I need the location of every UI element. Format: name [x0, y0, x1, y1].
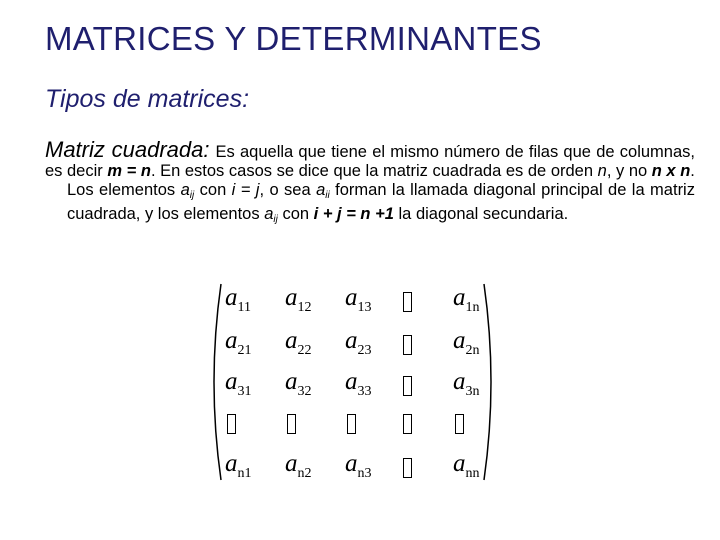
section-subtitle: Tipos de matrices: [45, 85, 250, 113]
text: la diagonal secundaria. [398, 205, 569, 223]
text: Es aquella que tiene el mismo número de filas que de columnas, es decir [45, 143, 695, 180]
text: i = j [231, 181, 260, 199]
ellipsis-glyph [403, 458, 412, 478]
matrix-element: $a_{n1}$ [225, 450, 252, 481]
text: i + j = n +1 [313, 205, 394, 223]
page-title: MATRICES Y DETERMINANTES [45, 20, 542, 57]
ellipsis-glyph [455, 414, 464, 434]
text: forman la llamada diagonal principal de la matriz cuadrada, y los elementos [67, 181, 695, 223]
matrix-element: $a_{n3}$ [345, 450, 372, 481]
ellipsis-glyph [403, 414, 412, 434]
matrix-element: $a_{11}$ [225, 284, 251, 315]
text: n x n [651, 162, 691, 180]
matrix-element: $a_{13}$ [345, 284, 372, 315]
matrix-element: $a_{33}$ [345, 368, 372, 399]
matrix-element: $a_{22}$ [285, 327, 312, 358]
ellipsis-glyph [403, 376, 412, 396]
text: $a_{ii}$ [316, 181, 330, 201]
ellipsis-glyph [403, 292, 412, 312]
text: Los elementos [67, 181, 176, 199]
term-lead: Matriz cuadrada: [45, 137, 210, 162]
text: $a_{ij}$ [180, 181, 195, 201]
text: $a_{ij}$ [264, 205, 278, 225]
square-matrix [205, 280, 500, 485]
text: con [282, 205, 310, 223]
matrix-element: $a_{3n}$ [453, 368, 480, 399]
text: con [199, 181, 227, 199]
matrix-element: $a_{23}$ [345, 327, 372, 358]
matrix-element: $a_{nn}$ [453, 450, 480, 481]
ellipsis-glyph [287, 414, 296, 434]
ellipsis-glyph [403, 335, 412, 355]
matrix-element: $a_{12}$ [285, 284, 312, 315]
matrix-element: $a_{31}$ [225, 368, 252, 399]
matrix-element: $a_{21}$ [225, 327, 252, 358]
text: , y no [606, 162, 648, 180]
matrix-element: $a_{2n}$ [453, 327, 480, 358]
text: . [690, 162, 695, 180]
text: . En estos casos se dice que la matriz cuadrada es de orden [150, 162, 594, 180]
matrix-element: $a_{1n}$ [453, 284, 480, 315]
text: , o sea [259, 181, 311, 199]
definition-paragraph [45, 137, 695, 229]
matrix-element: $a_{32}$ [285, 368, 312, 399]
text: n [597, 162, 607, 180]
second-sentence [45, 181, 695, 229]
text: m = n [107, 162, 151, 180]
ellipsis-glyph [227, 414, 236, 434]
matrix-element: $a_{n2}$ [285, 450, 312, 481]
ellipsis-glyph [347, 414, 356, 434]
